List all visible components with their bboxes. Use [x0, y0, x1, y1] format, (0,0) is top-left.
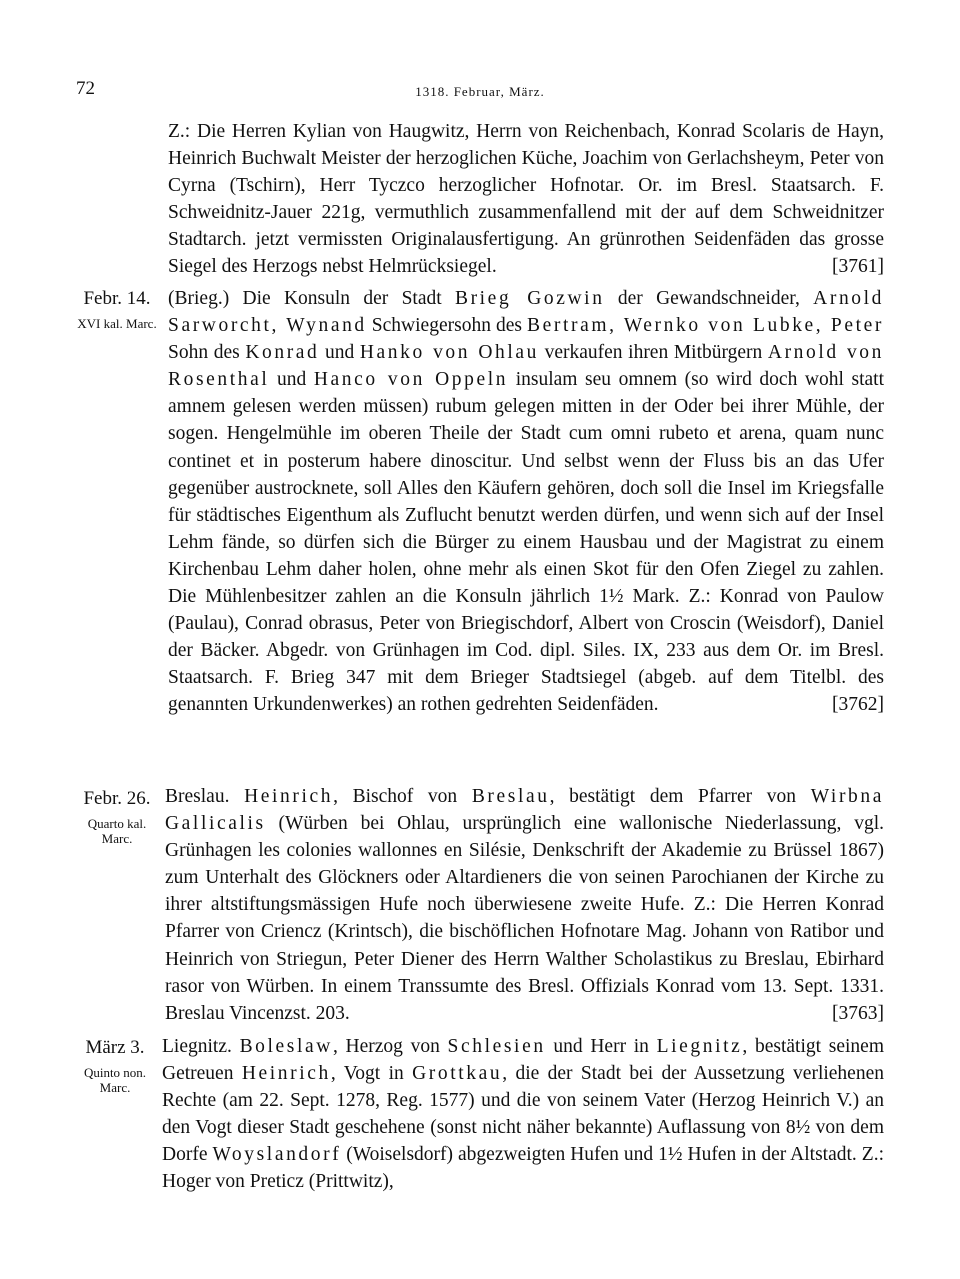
entry-3764 — [162, 1033, 884, 1196]
entry-3763-ref: [3763] — [832, 1002, 884, 1024]
entry-3761-text: Z.: Die Herren Kylian von Haugwitz, Herrn von Reichenbach, Konrad Scolaris de Hayn, Heinrich Buchwalt Meister der herzoglichen Küche, Joachim von Gerlachsheym, Peter von Cyrna (Tschirn), Herr Tyczco herzoglicher Hofnotar. Or. im Bresl. Staatsarch. F. Schweidnitz-Jauer 221g, vermuthlich zusammenfallend mit der auf dem Schweidnitzer Stadtarch. jetzt vermissten Originalausfertigung. An grünrothen Seidenfäden das grosse Siegel des Herzogs nebst Helmrücksiegel. — [168, 121, 884, 278]
entry-place: (Brieg.) — [168, 288, 230, 309]
spaced-name: Grottkau — [412, 1063, 503, 1085]
entry-text: , die der Stadt bei der Aussetzung verliehenen Rechte (am 22. Sept. 1278, Reg. 1577) und die von seinem Vater (Herzog Heinrich V.) an den Vogt dieser Stadt geschehene (sonst nicht näher bekannte) Auflassung von 8½ von dem Dorfe — [162, 1063, 884, 1166]
margin-roman-date: Quinto non. Marc. — [83, 1065, 147, 1095]
spaced-name: Schlesien — [447, 1036, 546, 1057]
spaced-name: Arnold Sarworcht, Wynand — [168, 288, 885, 337]
margin-roman-date: Quarto kal. Marc. — [87, 816, 147, 846]
entry-text: und — [269, 369, 314, 391]
entry-text — [232, 1036, 240, 1057]
entry-text: , Bischof von — [333, 786, 472, 807]
running-head: 1318. Februar, März. — [415, 84, 545, 99]
entry-text: , bestätigt dem Pfarrer von — [549, 786, 811, 807]
spaced-name: Brieg Gozwin — [454, 288, 605, 309]
page-number: 72 — [76, 78, 95, 99]
spaced-name: Heinrich — [241, 1063, 331, 1085]
entry-3763 — [165, 783, 884, 1027]
margin-date: Febr. 26. — [83, 788, 151, 809]
entry-text: insulam seu omnem (so wird doch wohl statt amnem gelesen werden müssen) rubum gelegen mitten in der Oder bei ihrer Mühle, der sogen. Hengelmühle im oberen Theile der Stadt cum omni rubeto et arena, quam nunc continet et in posterum habere dinoscitur. Und selbst wenn der Fluss bis an das Ufer gegenüber austrocknete, soll Alles den Käufern gehören, doch soll die Insel im Kriegsfalle für städtisches Eigenthum als Zuflucht benutzt werden dürfen, und wenn sich auf der Insel Lehm fände, so dürfen sich die Bürger zu einem Hausbau und der Magistrat zu einem Kirchenbau Lehm daher holen, ohne mehr als einen Skot für den Ofen Ziegel zu zahlen. Die Mühlenbesitzer zahlen an die Konsuln jährlich 1½ Mark. Z.: Konrad von Paulow (Paulau), Conrad obrasus, Peter von Briegischdorf, Albert von Croscin (Weisdorf), Daniel der Bäcker. Abgedr. von Grünhagen im Cod. dipl. Siles. IX, 233 aus dem Or. im Bresl. Staatsarch. F. Brieg 347 mit dem Brieger Stadtsiegel (abgeb. auf dem Titelbl. des genannten Urkundenwerkes) an rothen gedrehten Seidenfäden. — [168, 369, 884, 716]
spaced-name: Breslau — [471, 786, 550, 807]
entry-text: (Würben bei Ohlau, ursprünglich eine wallonische Niederlassung, vgl. Grünhagen les colonies wallonnes en Silésie, Denkschrift der Akademie zu Brüssel 1867) zum Unterhalt des Glöckners oder Altardieners die von seinen Parochianen der Kirche zu ihrer altstiftungsmässigen Hufe noch überwiesene zweite Hufe. Z.: Die Herren Konrad Pfarrer von Criencz (Krintsch), die bischöflichen Hofnotare Mag. Johann von Ratibor und Heinrich von Striegun, Peter Diener des Herrn Walther Scholastikus zu Breslau, Ebirhard rasor von Würben. In einem Transsumte des Bresl. Offizials Konrad vom 13. Sept. 1331. Breslau Vincenzst. 203. — [165, 813, 884, 1024]
margin-roman-date: XVI kal. Marc. — [77, 316, 157, 331]
spaced-name: Arnold von Rosenthal — [168, 342, 885, 391]
margin-date: März 3. — [85, 1037, 145, 1058]
spaced-name: Hanco von Oppeln — [313, 369, 509, 391]
entry-text: , Vogt in — [330, 1063, 413, 1085]
entry-3761-continuation — [168, 118, 884, 281]
entry-text: und Herr in — [545, 1036, 657, 1057]
entry-text: der Gewandschneider, — [604, 288, 814, 309]
entry-text: und — [319, 342, 360, 364]
entry-place: Liegnitz. — [162, 1036, 232, 1057]
spaced-name: Heinrich — [244, 786, 334, 807]
entry-text: , Herzog von — [332, 1036, 448, 1057]
spaced-name: Konrad — [245, 342, 320, 364]
entry-text: Die Konsuln der Stadt — [229, 288, 455, 309]
margin-note-3762 — [74, 287, 160, 331]
entry-text: , bestätigt seinem Getreuen — [162, 1036, 884, 1085]
entry-text: Sohn des — [168, 342, 246, 364]
spaced-name: Boleslaw — [239, 1036, 333, 1057]
margin-note-3764 — [72, 1036, 158, 1095]
margin-note-3763 — [74, 787, 160, 846]
entry-3762-ref: [3762] — [832, 694, 884, 716]
spaced-name: Woyslandorf — [212, 1144, 342, 1166]
entry-text — [229, 786, 244, 807]
entry-text: (Woiselsdorf) abgezweigten Hufen und 1½ Hufen in der Altstadt. Z.: Hoger von Preticz (Prittwitz), — [162, 1144, 884, 1193]
entry-3762 — [168, 285, 884, 719]
entry-text: verkaufen ihren Mitbürgern — [538, 342, 768, 364]
spaced-name: Liegnitz — [656, 1036, 743, 1057]
entry-3761-ref: [3761] — [832, 256, 884, 278]
spaced-name: Wirbna Gallicalis — [165, 786, 884, 835]
entry-place: Breslau. — [165, 786, 230, 807]
spaced-name: Hanko von Ohlau — [359, 342, 539, 364]
margin-date: Febr. 14. — [83, 288, 151, 309]
spaced-name: Bertram, Wernko von Lubke, Peter — [527, 315, 884, 337]
entry-text: Schwiegersohn des — [366, 315, 527, 337]
